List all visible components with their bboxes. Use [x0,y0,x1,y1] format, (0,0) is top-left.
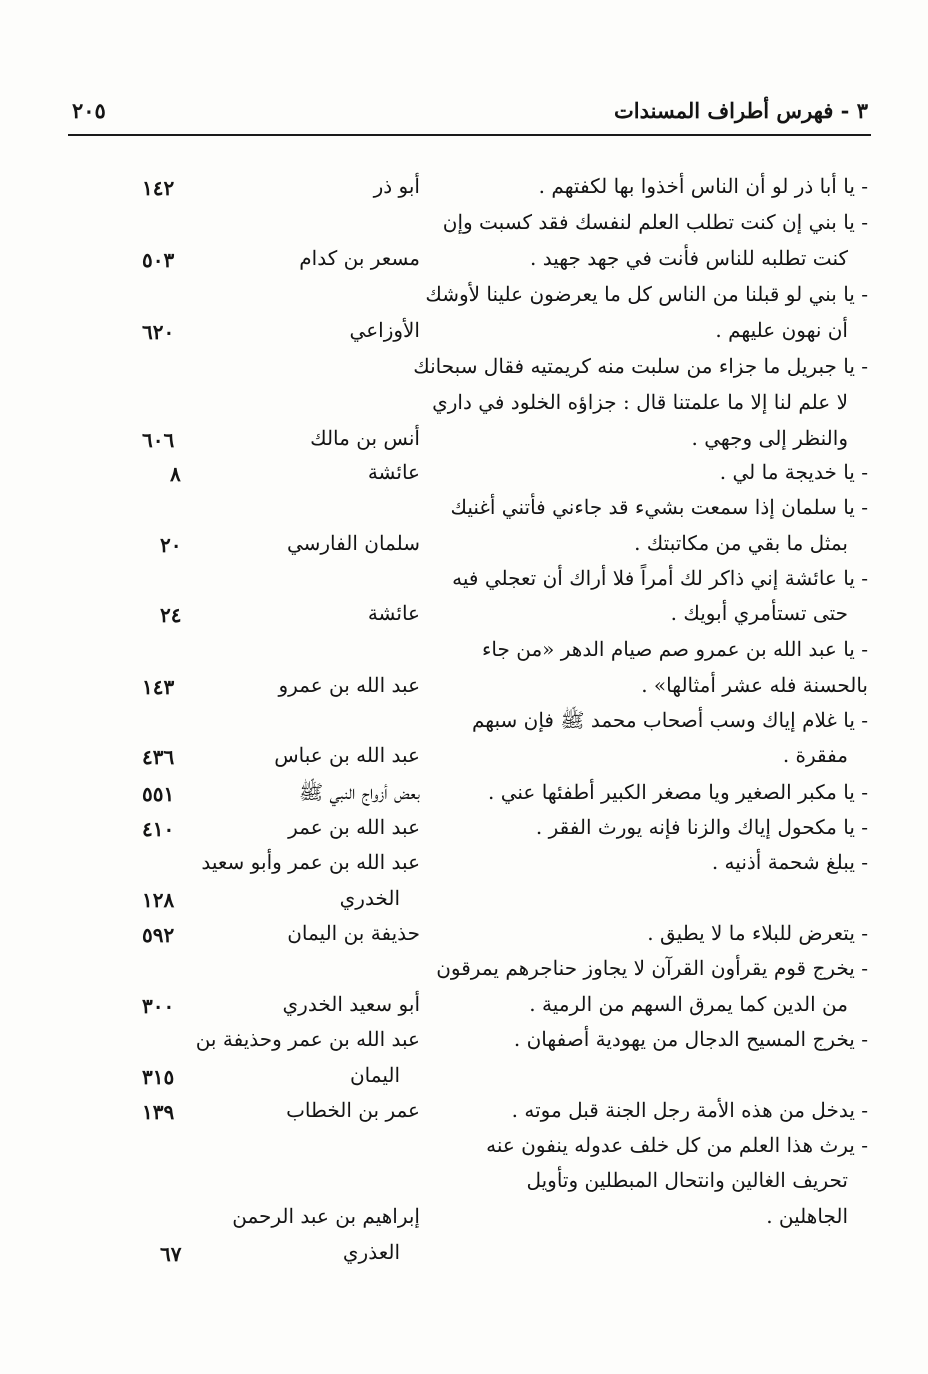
narrator-name-cont: اليمان [349,1063,400,1087]
narrator-name-cont: الخدري [339,886,400,910]
page-header [68,98,868,132]
narrator-name: عبد الله بن عمرو [278,673,420,697]
narrator-name: عبد الله بن عمر وأبو سعيد [201,850,420,874]
narrator-name: مسعر بن كدام [299,246,420,270]
hadith-line: حتى تستأمري أبويك . [670,601,848,625]
page-ref: ٦٧ [160,1242,182,1266]
hadith-line: - يا خديجة ما لي . [719,460,868,484]
page-ref: ٣١٥ [142,1065,175,1089]
narrator-name: عبد الله بن عمر [288,815,420,839]
page-ref: ١٤٣ [142,675,175,699]
page-ref: ١٤٢ [142,176,175,200]
narrator-name: بعض أزواج النبي ﷺ [298,780,420,804]
page-ref: ٦٢٠ [142,320,175,344]
hadith-line: - يا مكبر الصغير ويا مصغر الكبير أطفئها عني . [488,780,868,804]
narrator-name: عبد الله بن عباس [274,743,420,767]
hadith-line: - يا بني لو قبلنا من الناس كل ما يعرضون علينا لأوشك [425,282,868,306]
header-rule [68,134,871,136]
narrator-name: إبراهيم بن عبد الرحمن [232,1204,420,1228]
hadith-line: - يا جبريل ما جزاء من سلبت منه كريمتيه فقال سبحانك [413,354,868,378]
page-ref: ٥٩٢ [142,923,175,947]
page-title: ٣ - فهرس أطراف المسندات [614,98,868,123]
hadith-line: - يرث هذا العلم من كل خلف عدوله ينفون عنه [486,1133,868,1157]
hadith-line: - يدخل من هذه الأمة رجل الجنة قبل موته . [511,1098,868,1122]
page-ref: ٤١٠ [142,817,175,841]
narrator-name: أبو ذر [373,174,420,198]
hadith-line: - يا أبا ذر لو أن الناس أخذوا بها لكفتهم . [538,174,868,198]
hadith-line: كنت تطلبه للناس فأنت في جهد جهيد . [530,246,848,270]
hadith-line: - يتعرض للبلاء ما لا يطيق . [647,921,868,945]
hadith-line: بالحسنة فله عشر أمثالها» . [641,673,868,697]
hadith-line: والنظر إلى وجهي . [691,426,848,450]
narrator-name: حذيفة بن اليمان [287,921,420,945]
hadith-line: مفقرة . [782,743,848,767]
page-ref: ٦٠٦ [142,428,175,452]
narrator-name: سلمان الفارسي [286,531,420,555]
hadith-line: بمثل ما بقي من مكاتبتك . [634,531,848,555]
page-ref: ٨ [170,462,181,486]
hadith-line: - يا عبد الله بن عمرو صم صيام الدهر «من جاء [482,637,868,661]
narrator-name: عمر بن الخطاب [286,1098,420,1122]
hadith-line: - يا بني إن كنت تطلب العلم لنفسك فقد كسبت وإن [442,210,868,234]
page-ref: ٢٤ [160,603,182,627]
page-number: ٢٠٥ [72,98,106,123]
hadith-line: - يبلغ شحمة أذنيه . [711,850,868,874]
page-ref: ٢٠ [160,533,182,557]
hadith-line: أن نهون عليهم . [715,318,848,342]
hadith-line: - يخرج قوم يقرأون القرآن لا يجاوز حناجرهم يمرقون [436,956,868,980]
narrator-name: عائشة [367,601,420,625]
page-ref: ٥٠٣ [142,248,175,272]
narrator-name: أبو سعيد الخدري [282,992,420,1016]
page-ref: ١٣٩ [142,1100,175,1124]
page-ref: ٣٠٠ [142,994,175,1018]
hadith-line: - يا مكحول إياك والزنا فإنه يورث الفقر . [535,815,868,839]
hadith-line: - يا غلام إياك وسب أصحاب محمد ﷺ فإن سبهم [471,708,868,732]
hadith-line: - يا عائشة إني ذاكر لك أمراً فلا أراك أن تعجلي فيه [452,566,868,590]
narrator-name: عبد الله بن عمر وحذيفة بن [195,1027,420,1051]
page-ref: ١٢٨ [142,888,175,912]
narrator-name: أنس بن مالك [310,426,420,450]
narrator-name: الأوزاعي [349,318,420,342]
hadith-line: من الدين كما يمرق السهم من الرمية . [529,992,848,1016]
narrator-name-cont: العذري [342,1240,400,1264]
narrator-name: عائشة [367,460,420,484]
hadith-line: الجاهلين . [766,1204,848,1228]
page-ref: ٤٣٦ [142,745,175,769]
hadith-line: لا علم لنا إلا ما علمتنا قال : جزاؤه الخلود في داري [432,390,848,414]
hadith-line: - يا سلمان إذا سمعت بشيء قد جاءني فأتني أغنيك [450,495,868,519]
hadith-line: - يخرج المسيح الدجال من يهودية أصفهان . [513,1027,868,1051]
hadith-line: تحريف الغالين وانتحال المبطلين وتأويل [526,1168,848,1192]
page-ref: ٥٥١ [142,782,175,806]
